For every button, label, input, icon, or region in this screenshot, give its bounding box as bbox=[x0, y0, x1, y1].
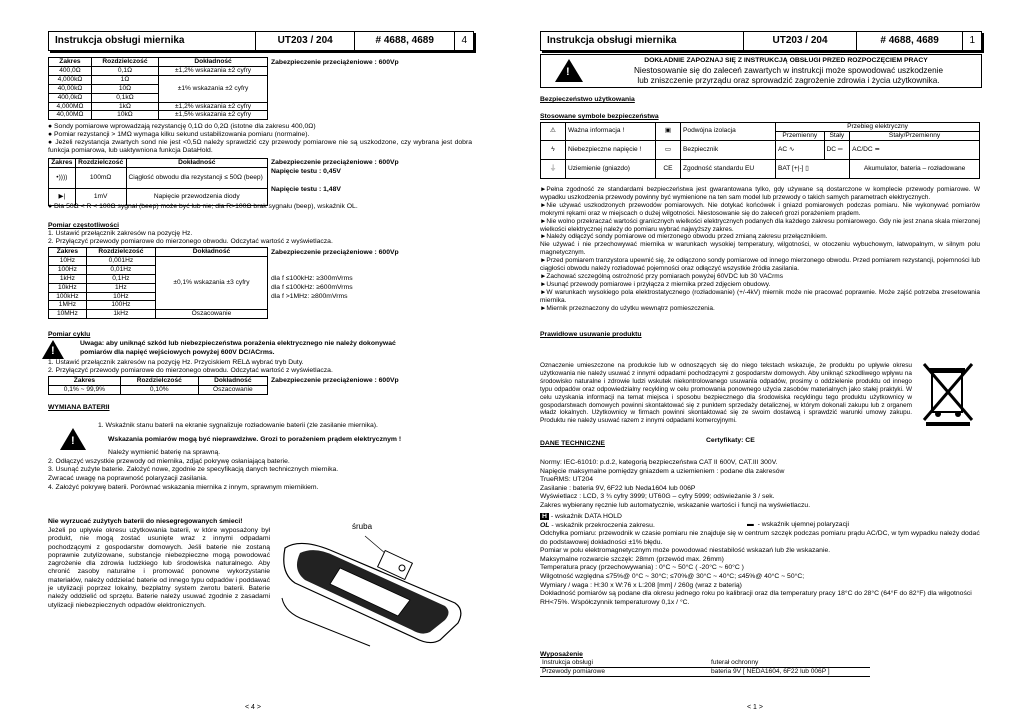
screw-label: śruba bbox=[352, 522, 373, 531]
wee-bin-icon bbox=[920, 360, 978, 426]
tech-specs: Normy: IEC-61010: p.d.2, kategorią bezpieczeństwa CAT II 600V, CAT.III 300V. Napięcie maksymalne pomiędzy gniazdem a uziemieniem : podane dla zakresów TrueRMS: UT204 Zasilanie : bateria 9V, 6F22 lub Neda1604 lub 006P Wyświetlacz : LCD, 3 ¾ cyfry 3999; UT60G – cyfry 5999; odświeżanie 3 / sek. Zakres wybierany ręcznie lub automatycznie, wskazanie wartości i funcji na wyświetlaczu. bbox=[540, 459, 811, 509]
freq-overload: Zabezpieczenie przeciążeniowe : 600Vp bbox=[271, 249, 399, 256]
battery-step4: 4. Założyć pokrywę baterii. Porównać wskazania miernika z innym, sprawnym miernikiem. bbox=[48, 484, 319, 491]
header-page: 4 bbox=[461, 35, 467, 46]
cont-test-v2: Napięcie testu : 1,48V bbox=[271, 186, 341, 193]
cont-overload: Zabezpieczenie przeciążeniowe : 600Vp bbox=[271, 159, 399, 166]
safety-rules: ►Pełna zgodność ze standardami bezpieczeństwa jest gwarantowana tylko, gdy używane są dostarczone w komplecie przewody pomiarowe. W wypadku uszkodzenia przewody powinny być wymienione na ten sam model lub przewody o takich samych parametrach elektrycznych. ►Nie używać uszkodzonych przewodów pomiarowych. Nie dotykać końcówek i gniazd pomiarowych podczas pomiaru. Nie wykonywać pomiarów mokrymi rękami oraz w miejscach o dużej wilgotności. Niestosowanie się do zaleceń grozi porażeniem prądem. ►Nie wolno przekraczać wartości granicznych wielkości elektrycznych podanych dla każdego zakresu pomiarowego. Gdy nie jest znana skala mierzonej wielkości elektrycznej należy do pomiaru wybrać najwyższy zakres. ►Należy odłączyć sondy pomiarowe od mierzonego obwodu przed zmianą zakresu przełącznikiem. Nie używać i nie przechowywać miernika w warunkach wysokiej temperatury, wilgotności, w otoczeniu wybuchowym, łatwopalnym, w silnym polu magnetycznym. ►Przed pomiarem tranzystora upewnić się, że odłączono sondy pomiarowe od innego mierzonego obwodu. Przed pomiarem rezystancji, pojemności lub ciągłości obwodu należy rozładować pojemności oraz odłączyć wszystkie źródła zasilania. ►Zachować szczególną ostrożność przy pomiarach powyżej 60VDC lub 30 VACrms ►Usunąć przewody pomiarowe i przyłącza z miernika przed zdjęciem obudowy. ►W warunkach wysokiego pola elektrostatycznego (rozładowanie) (+/-4kV) miernik może nie pracować poprawnie. Może zajść potrzeba zresetowania miernika. ►Miernik przeznaczony do użytku wewnątrz pomieszczenia. bbox=[540, 186, 980, 312]
symbols-table: ⚠ Ważna informacja ! ▣ Podwójna izolacja Przebieg elektryczny Przemienny Stały Stały/Przemienny ϟ Niebezpieczne napięcie ! ▭ Bezpiecznik AC ∿ DC ═ AC/DC ≂ ⏚ Uziemienie (gniazdo) CE Zgodność standardu EU BAT [+|-] ▯ Akumulator, bateria – rozładowane bbox=[540, 122, 980, 179]
warning-box bbox=[540, 54, 982, 88]
diode-icon: ▶| bbox=[49, 188, 76, 205]
ce-icon: CE bbox=[656, 159, 681, 178]
battery-title: WYMIANA BATERII bbox=[48, 404, 110, 411]
battery-step3b: Zwracać uwagę na poprawność polaryzacji zasilania. bbox=[48, 475, 208, 482]
freq-note3: dla f >1MHz: ≥800mVrms bbox=[271, 293, 348, 300]
tech-title: DANE TECHNICZNE bbox=[540, 440, 605, 447]
ol-icon: OL bbox=[540, 522, 550, 529]
warning-icon: ! bbox=[42, 340, 64, 359]
double-insulation-icon: ▣ bbox=[656, 123, 681, 141]
right-header bbox=[540, 31, 982, 51]
equipment-table: Instrukcja obsługi futerał ochronny Przewody pomiarowe bateria 9V [ NEDA1604, 6F22 lub 006P ] bbox=[540, 659, 870, 677]
duty-step1: 1. Ustawić przełącznik zakresów na pozycję Hz. Przyciskiem RELΔ wybrać tryb Duty. bbox=[48, 359, 304, 366]
recycle-text: Jeżeli po upływie okresu użytkowania baterii, w które wyposażony był produkt, nie mogą zostać usunięte wraz z innymi odpadami pochodzącymi z gospodarstw domowych. Jeśli baterie nie zostaną poprawnie zutylizowane, substancje niebezpieczne mogą powodować zagrożenie dla zdrowia ludzkiego lub środowiska naturalnego. Aby chronić zasoby naturalne i promować ponowne wykorzystanie materiałów, należy oddzielać baterie od innego typu odpadów i poddawać je utylizacji poprzez lokalny, bezpłatny system zwrotu baterii. Baterie należy oddzielić od sprzętu. Baterie należy usuwać zgodnie z zasadami utylizacji niebezpiecznych odpadów elektronicznych. bbox=[48, 527, 270, 609]
frequency-table: Zakres Rozdzielczość Dokładność 10Hz 0,001Hz ±0,1% wskazania ±3 cyfry 100Hz 0,01Hz 1kHz 0,1Hz 10kHz 1Hz 100kHz 10Hz 1MHz 100Hz 10MHz 1kHz Oszacowanie bbox=[48, 247, 268, 319]
fuse-icon: ▭ bbox=[656, 140, 681, 159]
right-footer: < 1 > bbox=[747, 703, 763, 711]
negative-indicator: ▬ - wskaźnik ujemnej polaryzacji bbox=[747, 521, 849, 528]
freq-note2: dla f ≤100kHz: ≥600mVrms bbox=[271, 284, 353, 291]
continuity-bullet: ● Dla 50Ω < R < 100Ω sygnał (beep) może być lub nie; dla R>100Ω brak sygnału (beep), wskaźnik OL. bbox=[48, 203, 358, 210]
header-code: # 4688, 4689 bbox=[857, 32, 964, 50]
left-footer: < 4 > bbox=[245, 703, 261, 711]
resistance-notes: ● Sondy pomiarowe wprowadzają rezystancję 0,1Ω do 0,2Ω (istotne dla zakresu 400,0Ω) ● Pomiar rezystancji > 1MΩ wymaga kilku sekund ustabilizowania pomiaru (normalne). ● Jeżeli rezystancja zwartych sond nie jest <0,5Ω należy sprawdzić czy przewody pomiarowe nie są uszkodzone, czy wybrana jest dobra funkcja pomiarowa, lub uaktywniona funkcja DataHold. bbox=[48, 123, 472, 154]
high-voltage-icon: ϟ bbox=[541, 140, 566, 159]
disposal-title: Prawidłowe usuwanie produktu bbox=[540, 331, 642, 338]
header-page: 1 bbox=[969, 35, 975, 46]
freq-step2: 2. Przyłączyć przewody pomiarowe do mierzonego obwodu. Odczytać wartość z wyświetlacza. bbox=[48, 238, 333, 245]
warning-icon-battery: ! bbox=[60, 428, 86, 450]
ground-icon: ⏚ bbox=[541, 159, 566, 178]
battery-step3: 3. Usunąć zużyte baterie. Założyć nowe, zgodnie ze specyfikacją danych technicznych miernika. bbox=[48, 466, 339, 473]
tech-specs-2: Odchyłka pomiaru: przewodnik w czasie pomiaru nie znajduje się w centrum szczęk podczas pomiaru prądu AC/DC, w tym wypadku należy dodać do podstawowej dokładności ±1% błędu. Pomiar w polu elektromagnetycznym może powodować niestabilość wskazań lub źle wskazanie. Maksymalne rozwarcie szczęk: 28mm (przewód max. 26mm) Temperatura pracy (przechowywania) : 0°C ~ 50°C ( -20°C ~ 60°C ) Wilgotność względna ≤75%@ 0°C ~ 30°C; ≤70%@ 30°C ~ 40°C; ≤45%@ 40°C ~ 50°C; Wymiary / waga : H:30 x W:76 x L:208 [mm] / 260g (wraz z baterią) Dokładność pomiarów są podane dla okresu jednego roku po kalibracji oraz dla temperatury pracy 18°C do 28°C (64°F do 82°F) dla wilgotności RH<75%. Współczynnik temperaturowy 0,1x / °C. bbox=[540, 530, 980, 606]
disposal-text: Oznaczenie umieszczone na produkcie lub w odnoszących się do niego tekstach wskazuje, że produktu po upływie okresu użytkowania nie należy usuwać z innymi odpadami pochodzącymi z gospodarstw domowych. Aby uniknąć szkodliwego wpływu na środowisko naturalne i zdrowie ludzi wskutek niekontrolowanego usuwania odpadów, prosimy o oddzielenie produktu od innego typu odpadów oraz odpowiedzialny recykling w celu promowania ponownego użycia zasobów materialnych jako stałej praktyki. W celu uzyskania informacji na temat miejsca i sposobu bezpiecznego dla środowiska recyklingu tego produktu użytkownicy w gospodarstwach domowych powinni skontaktować się z punktem sprzedaży detalicznej, w którym dokonali zakupu lub z organem władz lokalnych. Użytkownicy w firmach powinni skontaktować się ze swoim dostawcą i sprawdzić warunki umowy zakupu. Produktu nie należy usuwać razem z innymi odpadami komercyjnymi. bbox=[540, 362, 912, 425]
header-title: Instrukcja obsługi miernika bbox=[541, 32, 744, 50]
duty-title: Pomiar cyklu bbox=[48, 331, 91, 338]
warning-icon: ! bbox=[555, 59, 583, 82]
info-icon: ⚠ bbox=[541, 123, 566, 141]
battery-step2: 2. Odłączyć wszystkie przewody od miernika, zdjąć pokrywę osłaniającą baterie. bbox=[48, 458, 290, 465]
duty-warn1: Uwaga: aby uniknąć szkód lub niebezpieczeństwa porażenia elektrycznego nie należy dokonywać bbox=[80, 340, 396, 347]
duty-warn2: pomiarów dla napięć wejściowych powyżej 600V DC/ACrms. bbox=[80, 349, 275, 356]
left-header bbox=[48, 31, 474, 51]
freq-note1: dla f ≤100kHz: ≥300mVrms bbox=[271, 275, 353, 282]
header-title: Instrukcja obsługi miernika bbox=[49, 32, 256, 50]
freq-title: Pomiar częstotliwości bbox=[48, 222, 120, 229]
warning-title: DOKŁADNIE ZAPOZNAJ SIĘ Z INSTRUKCJĄ OBSŁUGI PRZED ROZPOCZĘCIEM PRACY bbox=[644, 57, 928, 64]
continuity-table: Zakres Rozdzielczość Dokładność •)))) 100mΩ Ciągłość obwodu dla rezystancji ≤ 50Ω (beep) ▶| 1mV Napięcie przewodzenia diody bbox=[48, 158, 268, 206]
hold-icon: H bbox=[542, 513, 547, 520]
header-model: UT203 / 204 bbox=[744, 32, 857, 50]
freq-step1: 1. Ustawić przełącznik zakresów na pozycję Hz. bbox=[48, 230, 193, 237]
battery-step1: 1. Wskaźnik stanu baterii na ekranie sygnalizuje rozładowanie baterii (zle zasilanie miernika). bbox=[98, 422, 378, 429]
symbols-title: Stosowane symbole bezpieczeństwa bbox=[540, 113, 659, 120]
indicator-list: H - wskaźnik DATA HOLD OL - wskaźnik przekroczenia zakresu. bbox=[540, 513, 655, 529]
safety-title: Bezpieczeństwo użytkowania bbox=[540, 96, 635, 103]
beep-icon: •)))) bbox=[49, 167, 76, 188]
battery-step1b: Należy wymienić baterię na sprawną. bbox=[108, 449, 221, 456]
battery-warn: Wskazania pomiarów mogą być nieprawdziwe. Grozi to porażeniem prądem elektrycznym ! bbox=[108, 436, 402, 443]
right-page bbox=[512, 0, 1024, 724]
header-code: # 4688, 4689 bbox=[355, 32, 455, 50]
cont-test-v1: Napięcie testu : 0,45V bbox=[271, 168, 341, 175]
resistance-table: Zakres Rozdzielczość Dokładność 400,0Ω 0,1Ω ±1,2% wskazania ±2 cyfry 4,000kΩ 1Ω ±1% wskazania ±2 cyfry 40,00kΩ 10Ω 400,0kΩ 0,1kΩ 4,000MΩ 1kΩ ±1,2% wskazania ±2 cyfry 40,00MΩ 10kΩ ±1,5% wskazania ±2 cyfry bbox=[48, 57, 268, 120]
overload-note: Zabezpieczenie przeciążeniowe : 600Vp bbox=[271, 59, 399, 66]
duty-table: Zakres Rozdzielczość Dokładność 0,1% ~ 99,9% 0,10% Oszacowanie bbox=[48, 376, 268, 395]
meter-battery-drawing bbox=[280, 528, 470, 648]
minus-icon: ▬ bbox=[747, 521, 754, 528]
header-model: UT203 / 204 bbox=[256, 32, 355, 50]
duty-step2: 2. Przyłączyć przewody pomiarowe do mierzonego obwodu. Odczytać wartość z wyświetlacza. bbox=[48, 367, 333, 374]
cert-label: Certyfikaty: CE bbox=[706, 437, 755, 444]
duty-overload: Zabezpieczenie przeciążeniowe : 600Vp bbox=[271, 377, 399, 384]
warning-line1: Niestosowanie się do zaleceń zawartych w instrukcji może spowodować uszkodzenie bbox=[634, 66, 943, 75]
recycle-title: Nie wyrzucać zużytych baterii do niesegregowanych śmieci! bbox=[48, 518, 243, 525]
warning-line2: lub zniszczenie przyrządu oraz sprowadzić zagrożenie zdrowia i życia użytkownika. bbox=[637, 76, 940, 85]
equipment-title: Wyposażenie bbox=[540, 651, 583, 658]
